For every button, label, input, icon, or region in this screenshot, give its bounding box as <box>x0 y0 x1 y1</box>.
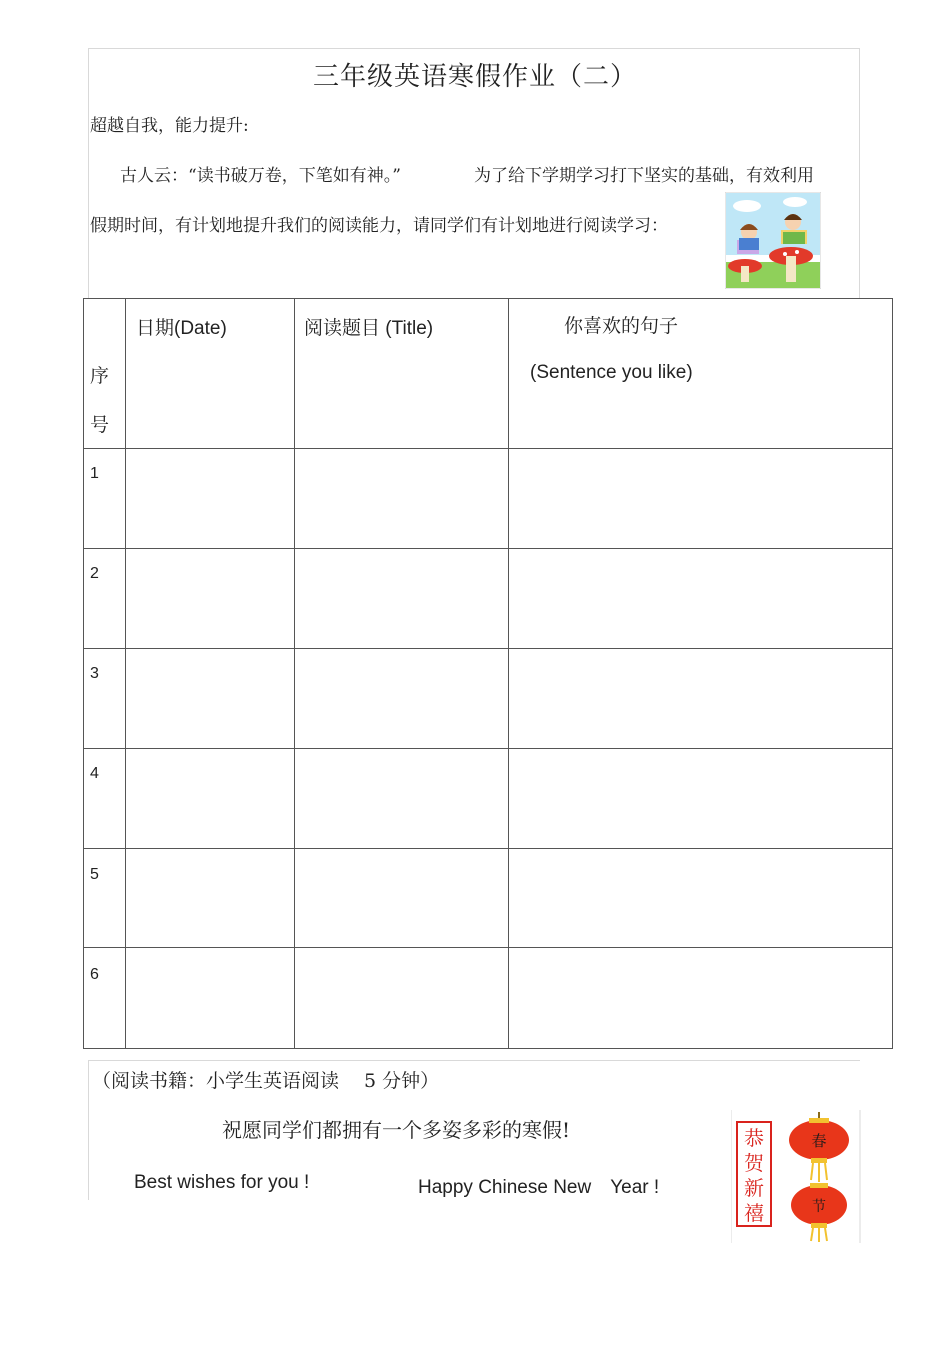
lantern-top-char: 春 <box>811 1132 827 1150</box>
row-number-6: 6 <box>90 966 99 983</box>
row-number-2: 2 <box>90 565 99 582</box>
reading-log-table <box>83 298 893 1049</box>
reading-books-note: （阅读书籍：小学生英语阅读 5 分钟） <box>92 1070 440 1092</box>
row-number-4: 4 <box>90 765 99 782</box>
header-sentence-en: (Sentence you like) <box>530 362 693 383</box>
couplet-char-2: 贺 <box>744 1151 764 1175</box>
intro-heading: 超越自我，能力提升: <box>90 116 249 136</box>
row-number-1: 1 <box>90 465 99 482</box>
header-title: 阅读题目 (Title) <box>304 318 434 339</box>
new-year-lantern-picture <box>731 1110 861 1243</box>
page-title: 三年级英语寒假作业（二） <box>312 62 637 92</box>
holiday-wish-cn: 祝愿同学们都拥有一个多姿多彩的寒假! <box>222 1118 571 1142</box>
header-sentence-cn: 你喜欢的句子 <box>564 315 679 337</box>
holiday-wish-en-2: Happy Chinese New Year ! <box>418 1177 660 1198</box>
intro-quote: 古人云：“读书破万卷，下笔如有神。” <box>120 166 401 186</box>
intro-text-line1: 为了给下学期学习打下坚实的基础，有效利用 <box>474 166 814 186</box>
row-number-5: 5 <box>90 866 99 883</box>
header-date: 日期(Date) <box>136 318 227 339</box>
holiday-wish-en-1: Best wishes for you ! <box>134 1172 310 1193</box>
couplet-char-3: 新 <box>744 1176 764 1200</box>
intro-text-line2: 假期时间，有计划地提升我们的阅读能力，请同学们有计划地进行阅读学习： <box>90 216 668 236</box>
couplet-char-4: 禧 <box>744 1201 764 1225</box>
header-index-char1: 序 <box>90 365 110 387</box>
couplet-char-1: 恭 <box>744 1126 764 1150</box>
header-index-char2: 号 <box>90 414 110 436</box>
row-number-3: 3 <box>90 665 99 682</box>
children-reading-picture <box>725 192 821 289</box>
lantern-bottom-char: 节 <box>812 1199 826 1215</box>
